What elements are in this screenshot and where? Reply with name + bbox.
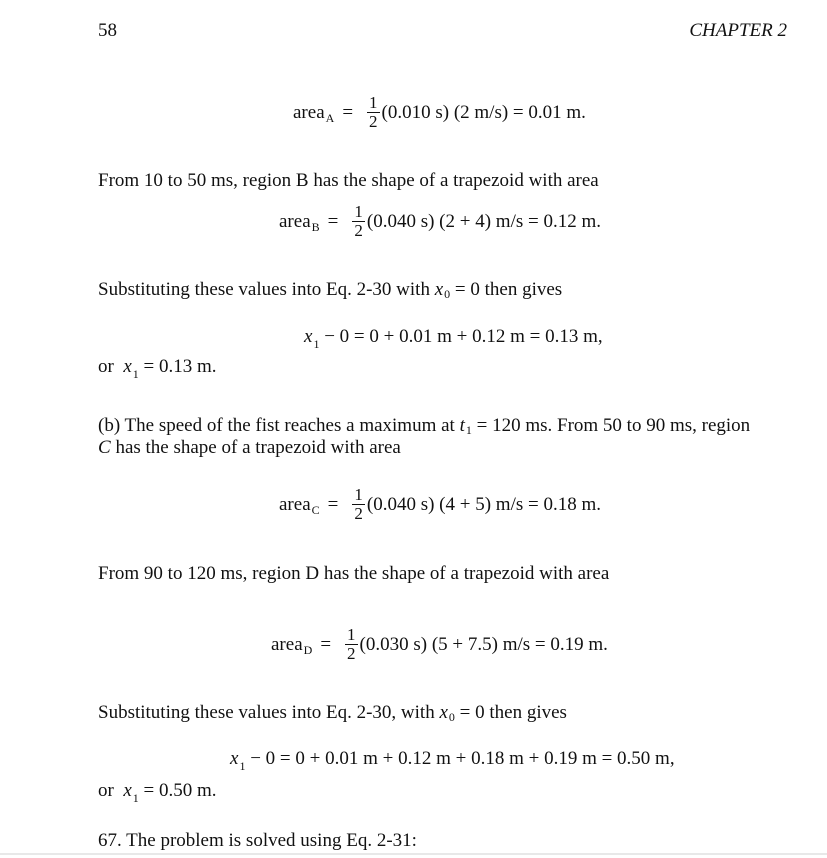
var-sub: 1 <box>239 759 246 773</box>
eq-rhs: − 0 = 0 + 0.01 m + 0.12 m = 0.13 m, <box>319 326 603 347</box>
or-word: or <box>98 780 114 801</box>
text-post: = 0 then gives <box>450 279 563 300</box>
paragraph-region-c-line2 <box>98 437 401 459</box>
result-x1-a <box>98 356 217 381</box>
eq-equals: = <box>342 101 354 123</box>
page-bottom-edge <box>0 853 827 855</box>
paragraph-region-d: From 90 to 120 ms, region D has the shape of a trapezoid with area <box>98 563 610 584</box>
paragraph-region-b: From 10 to 50 ms, region B has the shape of a trapezoid with area <box>98 170 599 191</box>
eq-lhs-sub: B <box>311 220 320 234</box>
eq-rhs: (0.040 s) (4 + 5) m/s = 0.18 m. <box>366 493 601 515</box>
eq-rhs: = 0.13 m. <box>138 356 217 377</box>
fraction-numerator: 1 <box>369 93 378 112</box>
fraction-half <box>345 626 358 663</box>
eq-rhs: (0.040 s) (2 + 4) m/s = 0.12 m. <box>366 210 601 232</box>
eq-lhs: area <box>293 101 325 123</box>
equation-area-a <box>293 94 586 131</box>
text-post: = 120 ms. From 50 to 90 ms, region <box>471 415 751 436</box>
paragraph-problem-67: 67. The problem is solved using Eq. 2-31: <box>98 830 417 851</box>
equation-x1-sum-b <box>230 748 675 773</box>
fraction-denominator: 2 <box>354 221 363 240</box>
text-post: has the shape of a trapezoid with area <box>110 437 401 458</box>
var-x: x <box>434 279 444 300</box>
eq-lhs-sub: D <box>303 643 313 657</box>
fraction-half <box>352 486 365 523</box>
fraction-denominator: 2 <box>369 112 378 131</box>
equation-x1-sum-a <box>304 326 603 351</box>
eq-rhs: − 0 = 0 + 0.01 m + 0.12 m + 0.18 m + 0.19 m = 0.50 m, <box>245 748 675 769</box>
var-sub: 1 <box>132 367 139 381</box>
text-pre: (b) The speed of the fist reaches a maximum at <box>98 415 460 436</box>
eq-rhs: (0.030 s) (5 + 7.5) m/s = 0.19 m. <box>359 633 608 655</box>
var-x: x <box>123 780 132 801</box>
paragraph-substituting-1 <box>98 279 562 301</box>
eq-equals: = <box>327 493 339 515</box>
eq-lhs-sub: C <box>311 503 320 517</box>
eq-equals: = <box>327 210 339 232</box>
eq-lhs-sub: A <box>325 111 335 125</box>
eq-lhs: area <box>279 493 311 515</box>
equation-area-c <box>279 486 601 523</box>
eq-lhs: area <box>279 210 311 232</box>
var-sub: 1 <box>313 337 320 351</box>
fraction-half <box>352 203 365 240</box>
eq-rhs: (0.010 s) (2 m/s) = 0.01 m. <box>381 101 586 123</box>
fraction-half <box>367 94 380 131</box>
fraction-numerator: 1 <box>354 485 363 504</box>
eq-lhs: area <box>271 633 303 655</box>
paragraph-substituting-2 <box>98 702 567 724</box>
equation-area-b <box>279 203 601 240</box>
text-post: = 0 then gives <box>454 702 567 723</box>
equation-area-d <box>271 626 608 663</box>
result-x1-b <box>98 780 217 805</box>
fraction-numerator: 1 <box>347 625 356 644</box>
var-sub: 0 <box>444 287 451 301</box>
var-x: x <box>304 326 313 347</box>
eq-equals: = <box>320 633 332 655</box>
text-pre: Substituting these values into Eq. 2-30, with <box>98 702 440 723</box>
fraction-numerator: 1 <box>354 202 363 221</box>
var-sub: 0 <box>448 710 455 724</box>
var-c: C <box>98 437 111 458</box>
chapter-heading: CHAPTER 2 <box>689 20 787 41</box>
var-x: x <box>123 356 132 377</box>
var-t: t <box>459 415 465 436</box>
var-sub: 1 <box>132 791 139 805</box>
fraction-denominator: 2 <box>354 504 363 523</box>
eq-rhs: = 0.50 m. <box>138 780 217 801</box>
var-sub: 1 <box>465 423 472 437</box>
var-x: x <box>230 748 239 769</box>
text-pre: Substituting these values into Eq. 2-30 with <box>98 279 435 300</box>
var-x: x <box>439 702 448 723</box>
or-word: or <box>98 356 114 377</box>
fraction-denominator: 2 <box>347 644 356 663</box>
paragraph-region-c-line1 <box>98 415 750 437</box>
page-number: 58 <box>98 20 117 41</box>
